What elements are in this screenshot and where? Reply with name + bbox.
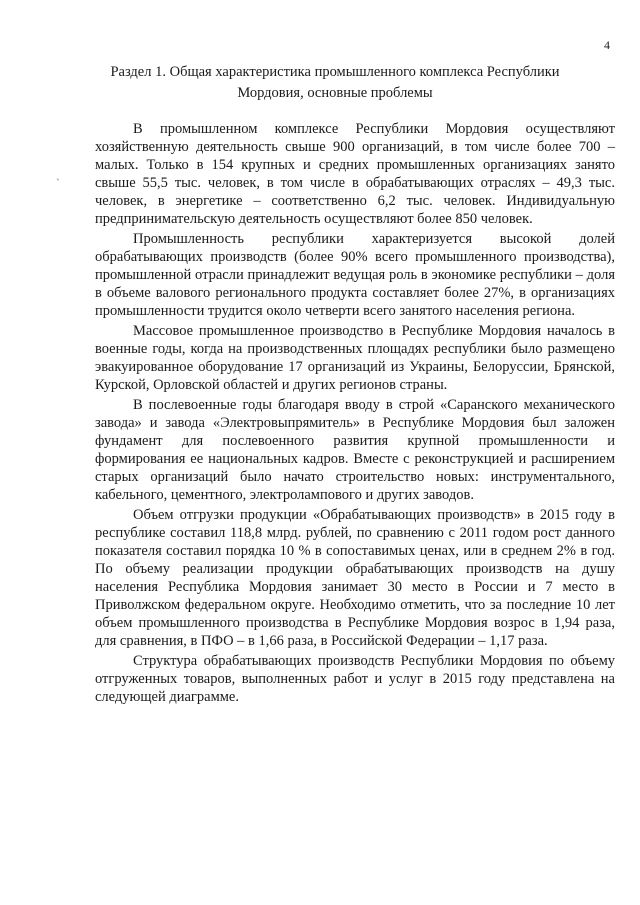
paragraph-manufacturing-share: Промышленность республики характеризуется высокой долей обрабатывающих производств (более 90% всего промышленного производства), промышленной отрасли принадлежит ведущая роль в экономике республики – доля в объеме валового регионального продукта составляет более 27%, в организациях промышленности трудится около четверти всего занятого населения региона.	[95, 231, 615, 319]
section-title: Раздел 1. Общая характеристика промышленного комплекса Республики Мордовия, основные проблемы	[110, 64, 560, 101]
paragraph-industry-overview: В промышленном комплексе Республики Мордовия осуществляют хозяйственную деятельность свыше 900 организаций, в том числе более 700 – малых. Только в 154 крупных и средних промышленных организациях занято свыше 55,5 тыс. человек, в том числе в обрабатывающих отраслях – 49,3 тыс. человек, в энергетике – соответственно 6,2 тыс. человек. Индивидуальную предпринимательскую деятельность осуществляют более 850 человек.	[95, 121, 615, 227]
page-number: 4	[604, 38, 610, 52]
paragraph-structure-intro: Структура обрабатывающих производств Республики Мордовия по объему отгруженных товаров, выполненных работ и услуг в 2015 году представлена на следующей диаграмме.	[95, 653, 615, 705]
paragraph-postwar-development: В послевоенные годы благодаря вводу в строй «Саранского механического завода» и завода «Электровыпрямитель» в Республике Мордовия был заложен фундамент для послевоенного развития крупной промышленности и формирования ее национальных кадров. Вместе с реконструкцией и расширением старых организаций было начато строительство новых: инструментального, кабельного, цементного, электролампового и других заводов.	[95, 397, 615, 503]
document-body	[95, 120, 615, 708]
paragraph-wartime-history: Массовое промышленное производство в Республике Мордовия началось в военные годы, когда на производственных площадях республики было размещено эвакуированное оборудование 17 организаций из Украины, Белоруссии, Брянской, Курской, Орловской областей и других регионов страны.	[95, 323, 615, 393]
paragraph-shipment-volume: Объем отгрузки продукции «Обрабатывающих производств» в 2015 году в республике составил 118,8 млрд. рублей, по сравнению с 2011 годом рост данного показателя составил порядка 10 % в сопоставимых ценах, или в среднем 2% в год. По объему реализации продукции обрабатывающих производств на душу населения Республика Мордовия занимает 30 место в России и 7 место в Приволжском федеральном округе. Необходимо отметить, что за последние 10 лет объем промышленного производства в Республике Мордовия возрос в 1,94 раза, для сравнения, в ПФО – в 1,66 раза, в Российской Федерации – 1,17 раза.	[95, 507, 615, 649]
stray-mark: `	[56, 176, 60, 190]
